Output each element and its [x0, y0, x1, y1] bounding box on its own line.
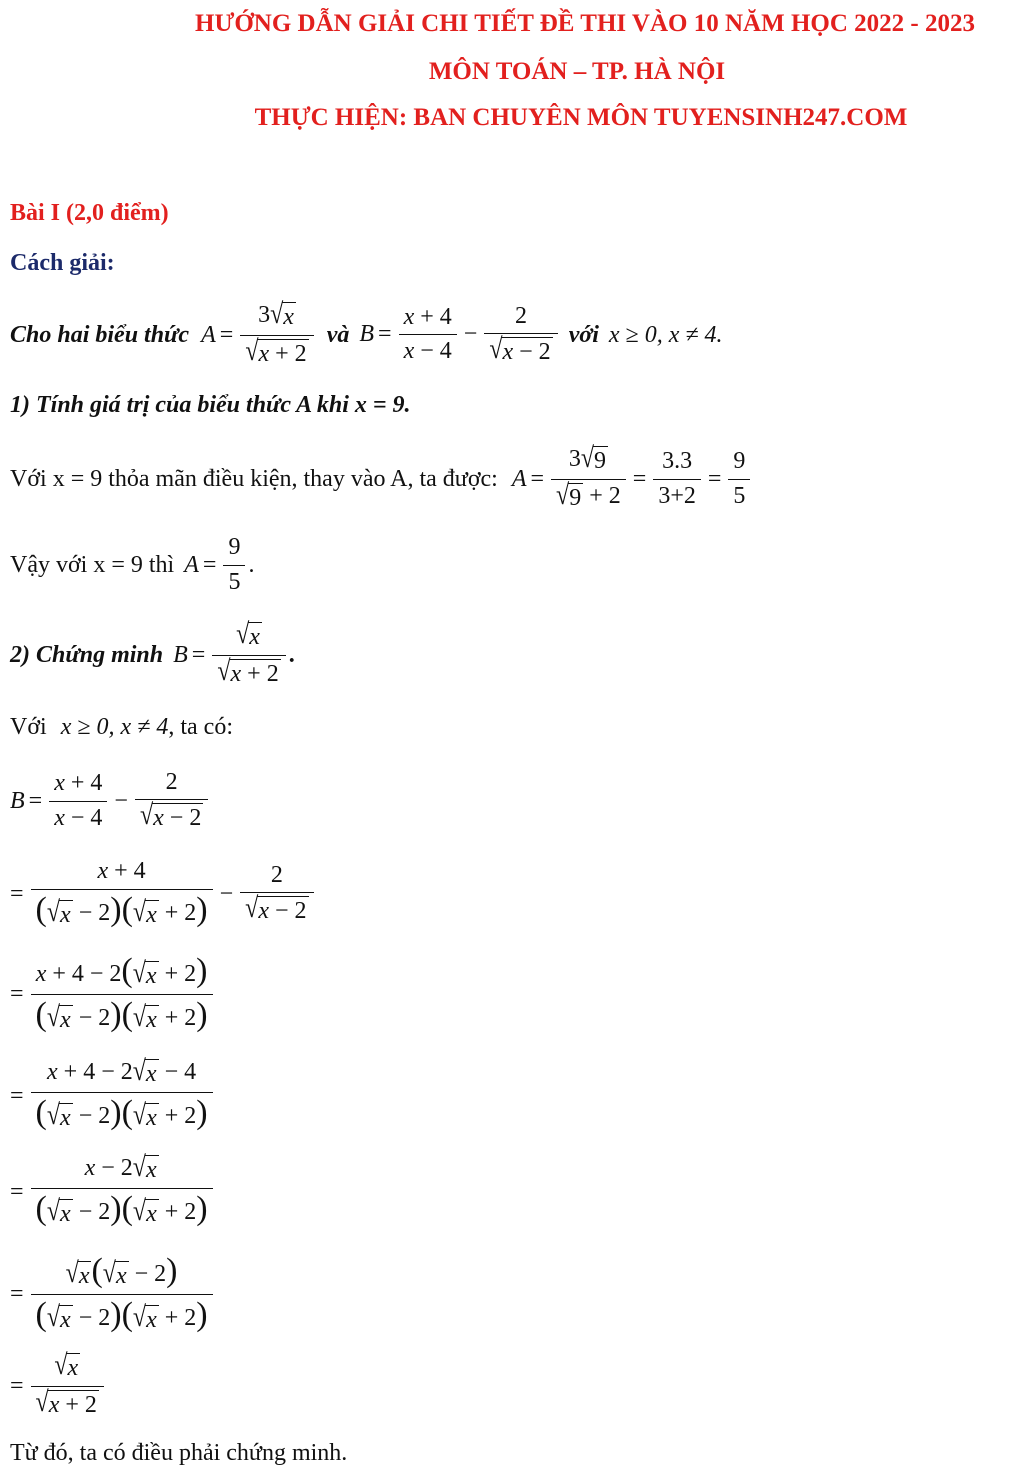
problem-lead: Cho hai biểu thức [10, 321, 190, 348]
header-line-1: HƯỚNG DẪN GIẢI CHI TIẾT ĐỀ THI VÀO 10 NĂM HỌC 2022 - 2023 [195, 10, 975, 37]
result-num: 9 [733, 447, 746, 474]
final-statement: Từ đó, ta có điều phải chứng minh. [10, 1440, 348, 1466]
part1-conclusion [10, 532, 254, 598]
part2-claim: B = √ x √ x + 2 . [173, 618, 295, 687]
part1-result: A = $\frac{9}{5}$ . [184, 533, 255, 595]
part2-condition: x ≥ 0, x ≠ 4 [60, 714, 169, 740]
expression-B: B = $\frac{x + 4}{x - 4}$ − 2 √ x − 2 [359, 303, 560, 367]
step-5: = x − 2 √ x ( √ x − 2)( √ x + 2) [10, 1148, 216, 1236]
part2-title: 2) Chứng minh [10, 641, 164, 668]
problem-with: với [568, 321, 599, 348]
part2-title-row [10, 620, 295, 690]
problem-statement [10, 298, 723, 368]
part1-line: Với x = 9 thỏa mãn điều kiện, thay vào A, ta được: [10, 465, 498, 492]
expression-A: A = 3 √ x √ x + 2 [201, 302, 317, 369]
calc-den2: 3+2 [653, 479, 701, 511]
part2-suffix: , ta có: [168, 714, 233, 740]
part1-calc [10, 444, 753, 514]
step-4: = x + 4 − 2 √ x − 4 ( √ x − 2)( √ x + 2) [10, 1052, 216, 1140]
header-line-2: MÔN TOÁN – TP. HÀ NỘI [428, 58, 726, 85]
calc-num2: 3.3 [662, 447, 693, 474]
step-7: = √ x √ x + 2 [10, 1350, 107, 1422]
problem-condition: x ≥ 0, x ≠ 4. [608, 321, 723, 348]
part2-condition-line [10, 714, 233, 741]
part1-title: 1) Tính giá trị của biểu thức A khi x = 9. [10, 392, 411, 418]
section-title: Bài I (2,0 điểm) [10, 200, 169, 226]
problem-and: và [326, 321, 350, 348]
step-1: B = $\frac{x + 4}{x - 4}$ − 2 √ x − 2 [10, 766, 211, 836]
step-2: = x + 4 ( √ x − 2)( √ x + 2) − 2 √ x − 2 [10, 852, 317, 936]
part1-conclusion-text: Vậy với x = 9 thì [10, 551, 175, 578]
method-label: Cách giải: [10, 250, 115, 276]
part1-formula: A = 3 √ 9 √ 9 + 2 = $\frac{3.3}{3+2}$ = $\frac{9}{5}$ [512, 446, 754, 513]
step-6: = √ x ( √ x − 2) ( √ x − 2)( √ x + 2) [10, 1246, 216, 1342]
step-3: = x + 4 − 2( √ x + 2) ( √ x − 2)( √ x + 2) [10, 946, 216, 1042]
part2-with: Với [10, 714, 47, 740]
result-den: 5 [728, 479, 750, 511]
header-line-3: THỰC HIỆN: BAN CHUYÊN MÔN TUYENSINH247.COM [254, 104, 908, 131]
